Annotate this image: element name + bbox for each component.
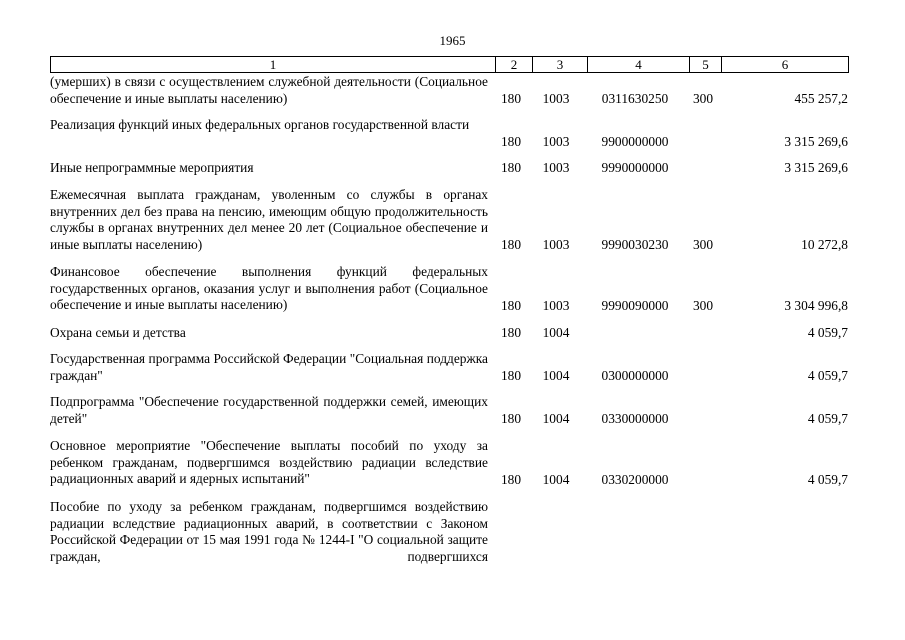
row-col-4: 0311630250: [601, 91, 669, 106]
row-col-6: 4 059,7: [807, 325, 848, 340]
row-col-5: 300: [692, 91, 714, 106]
row-name: Реализация функций иных федеральных органов государственной власти: [50, 117, 470, 132]
row-col-3: 1003: [542, 237, 570, 252]
row-name: Финансовое обеспечение выполнения функций федеральных государственных органов, оказания услуг и выполнения работ (Социальное обеспечение и иные выплаты населению): [50, 264, 488, 312]
row-col-6: 4 059,7: [807, 472, 848, 487]
row-col-6: 455 257,2: [794, 91, 848, 106]
header-col-2: 2: [496, 57, 533, 72]
row-col-4: 0330200000: [601, 472, 669, 487]
row-col-3: 1003: [542, 298, 570, 313]
row-col-2: 180: [500, 411, 522, 426]
row-col-3: 1003: [542, 91, 570, 106]
page-number: 1965: [439, 33, 466, 48]
row-col-5: 300: [692, 298, 714, 313]
row-name: Иные непрограммные мероприятия: [50, 160, 254, 175]
row-col-6: 3 304 996,8: [784, 298, 848, 313]
row-col-4: 9990090000: [601, 298, 669, 313]
header-col-5: 5: [690, 57, 722, 72]
row-col-2: 180: [500, 160, 522, 175]
row-col-2: 180: [500, 134, 522, 149]
row-col-6: 3 315 269,6: [784, 134, 848, 149]
row-name: Государственная программа Российской Федерации "Социальная поддержка граждан": [50, 351, 488, 383]
row-col-6: 3 315 269,6: [784, 160, 848, 175]
row-col-5: 300: [692, 237, 714, 252]
row-col-2: 180: [500, 325, 522, 340]
row-col-2: 180: [500, 298, 522, 313]
row-col-6: 4 059,7: [807, 368, 848, 383]
row-col-4: 0300000000: [601, 368, 669, 383]
row-name: Пособие по уходу за ребенком гражданам, подвергшимся воздействию радиации вследствие радиационных аварий, в соответствии с Законом Российской Федерации от 15 мая 1991 года № 1244-I "О социальной защите граждан, подвергшихся: [50, 499, 488, 564]
row-col-3: 1003: [542, 160, 570, 175]
table-header: [50, 56, 849, 73]
row-col-3: 1004: [542, 325, 570, 340]
row-col-6: 4 059,7: [807, 411, 848, 426]
row-col-4: 9990030230: [601, 237, 669, 252]
row-col-2: 180: [500, 91, 522, 106]
header-col-4: 4: [588, 57, 690, 72]
row-col-2: 180: [500, 237, 522, 252]
header-col-3: 3: [533, 57, 588, 72]
row-col-3: 1003: [542, 134, 570, 149]
header-col-1: 1: [51, 57, 496, 72]
row-name: Подпрограмма "Обеспечение государственной поддержки семей, имеющих детей": [50, 394, 488, 426]
header-col-6: 6: [781, 57, 789, 72]
row-name: (умерших) в связи с осуществлением служебной деятельности (Социальное обеспечение и иные выплаты населению): [50, 74, 488, 106]
row-name: Охрана семьи и детства: [50, 325, 186, 340]
row-name: Ежемесячная выплата гражданам, уволенным со службы в органах внутренних дел без права на пенсию, имеющим общую продолжительность службы в органах внутренних дел менее 20 лет (Социальное обеспечение и иные выплаты населению): [50, 187, 488, 252]
row-col-4: 9900000000: [601, 134, 669, 149]
row-col-2: 180: [500, 368, 522, 383]
row-col-4: 9990000000: [601, 160, 669, 175]
row-name: Основное мероприятие "Обеспечение выплаты пособий по уходу за ребенком гражданам, подвергшимся воздействию радиации вследствие радиационных аварий и ядерных испытаний": [50, 438, 488, 486]
row-col-2: 180: [500, 472, 522, 487]
row-col-4: 0330000000: [601, 411, 669, 426]
row-col-3: 1004: [542, 472, 570, 487]
row-col-6: 10 272,8: [801, 237, 848, 252]
row-col-3: 1004: [542, 411, 570, 426]
row-col-3: 1004: [542, 368, 570, 383]
